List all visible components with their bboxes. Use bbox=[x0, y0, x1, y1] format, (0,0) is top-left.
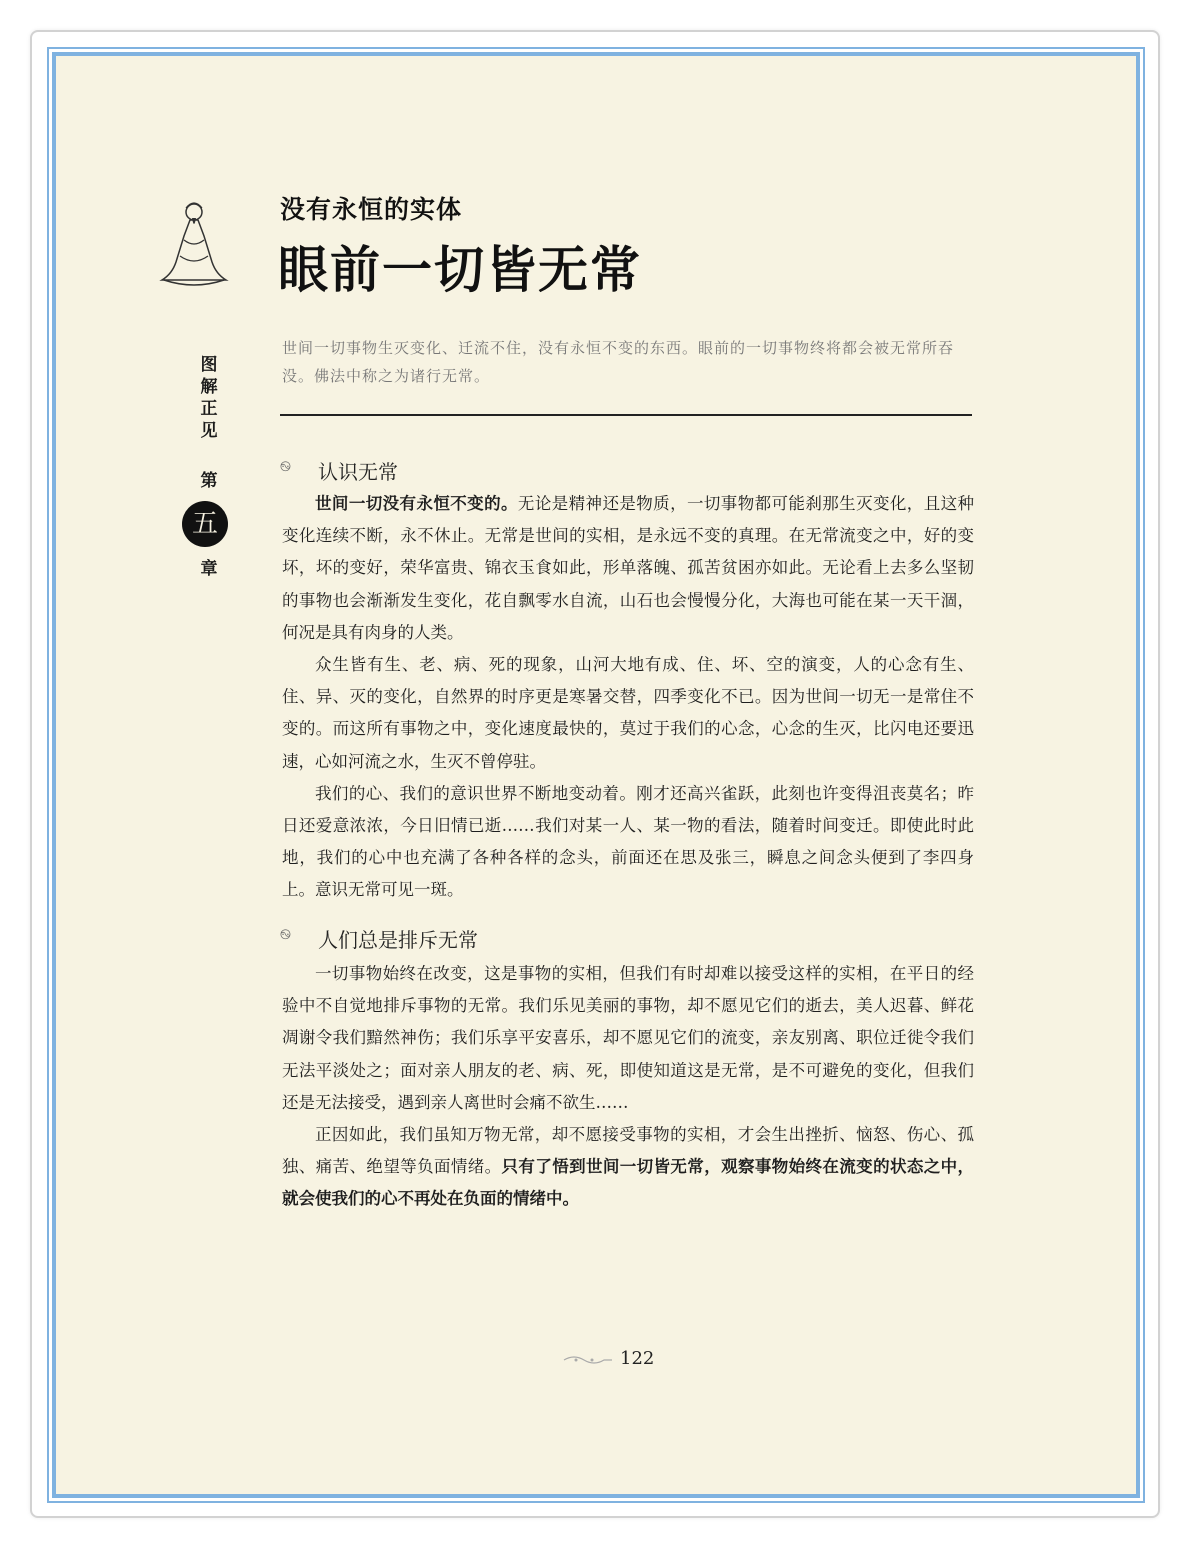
section-body bbox=[282, 488, 974, 907]
paragraph-text: 正因如此，我们虽知万物无常，却不愿接受事物的实相，才会生出挫折、恼怒、伤心、孤独、痛苦、绝望等负面情绪。 bbox=[282, 1125, 974, 1177]
paragraph bbox=[282, 958, 974, 1119]
ornament-icon bbox=[562, 1352, 614, 1366]
paragraph-text: 我们的心、我们的意识世界不断地变动着。刚才还高兴雀跃，此刻也许变得沮丧莫名；昨日还爱意浓浓，今日旧情已逝……我们对某一人、某一物的看法，随着时间变迁。即使此时此地，我们的心中也充满了各种各样的念头，前面还在思及张三，瞬息之间念头便到了李四身上。意识无常可见一斑。 bbox=[282, 783, 974, 900]
intro-summary: 世间一切事物生灭变化、迁流不住，没有永恒不变的东西。眼前的一切事物终将都会被无常所吞没。佛法中称之为诸行无常。 bbox=[282, 339, 955, 385]
monk-illustration bbox=[154, 196, 234, 292]
chapter-number-badge: 五 bbox=[182, 501, 228, 547]
paragraph-emphasis: 只有了悟到世间一切皆无常，观察事物始终在流变的状态之中，就会使我们的心不再处在负面的情绪中。 bbox=[282, 1157, 975, 1209]
book-title-char: 见 bbox=[200, 421, 218, 441]
book-title-char: 解 bbox=[200, 377, 218, 397]
section-body bbox=[282, 958, 974, 1216]
page-subtitle: 没有永恒的实体 bbox=[280, 195, 463, 224]
paragraph bbox=[282, 1119, 974, 1216]
paragraph bbox=[282, 488, 974, 649]
section-heading bbox=[280, 918, 478, 958]
paragraph-text: 众生皆有生、老、病、死的现象，山河大地有成、住、坏、空的演变，人的心念有生、住、异、灭的变化，自然界的时序更是寒暑交替，四季变化不已。因为世间一切无一是常住不变的。而这所有事物之中，变化速度最快的，莫过于我们的心念，心念的生灭，比闪电还要迅速，心如河流之水，生灭不曾停驻。 bbox=[282, 655, 974, 771]
book-title-vertical bbox=[194, 354, 224, 442]
paragraph-text: 一切事物始终在改变，这是事物的实相，但我们有时却难以接受这样的实相，在平日的经验中不自觉地排斥事物的无常。我们乐见美丽的事物，却不愿见它们的逝去，美人迟暮、鲜花凋谢令我们黯然神伤；我们乐享平安喜乐，却不愿见它们的流变，亲友别离、职位迁徙令我们无法平淡处之；面对亲人朋友的老、病、死，即使知道这是无常，是不可避免的变化，但我们还是无法接受，遇到亲人离世时会痛不欲生…… bbox=[282, 964, 974, 1112]
paragraph bbox=[282, 649, 974, 778]
divider bbox=[280, 414, 972, 416]
page-number: 122 bbox=[620, 1348, 655, 1369]
paragraph bbox=[282, 778, 974, 907]
section-heading-text: 认识无常 bbox=[318, 459, 398, 484]
chapter-prefix: 第 bbox=[200, 471, 218, 491]
book-title-char: 图 bbox=[200, 355, 218, 375]
section-heading bbox=[280, 450, 398, 490]
lotus-icon: ࿊ bbox=[280, 459, 291, 475]
chapter-suffix: 章 bbox=[200, 559, 218, 579]
paragraph-text: 无论是精神还是物质，一切事物都可能刹那生灭变化，且这种变化连续不断，永不休止。无常是世间的实相，是永远不变的真理。在无常流变之中，好的变坏，坏的变好，荣华富贵、锦衣玉食如此，形单落魄、孤苦贫困亦如此。无论看上去多么坚韧的事物也会渐渐发生变化，花自飘零水自流，山石也会慢慢分化，大海也可能在某一天干涸，何况是具有肉身的人类。 bbox=[282, 494, 975, 642]
page-footer bbox=[562, 1348, 654, 1369]
page-title: 眼前一切皆无常 bbox=[278, 241, 642, 299]
lotus-icon: ࿊ bbox=[280, 927, 291, 943]
paragraph-lead: 世间一切没有永恒不变的。 bbox=[315, 494, 518, 513]
book-title-char: 正 bbox=[200, 399, 218, 419]
book-page bbox=[52, 52, 1140, 1498]
section-heading-text: 人们总是排斥无常 bbox=[318, 927, 478, 952]
